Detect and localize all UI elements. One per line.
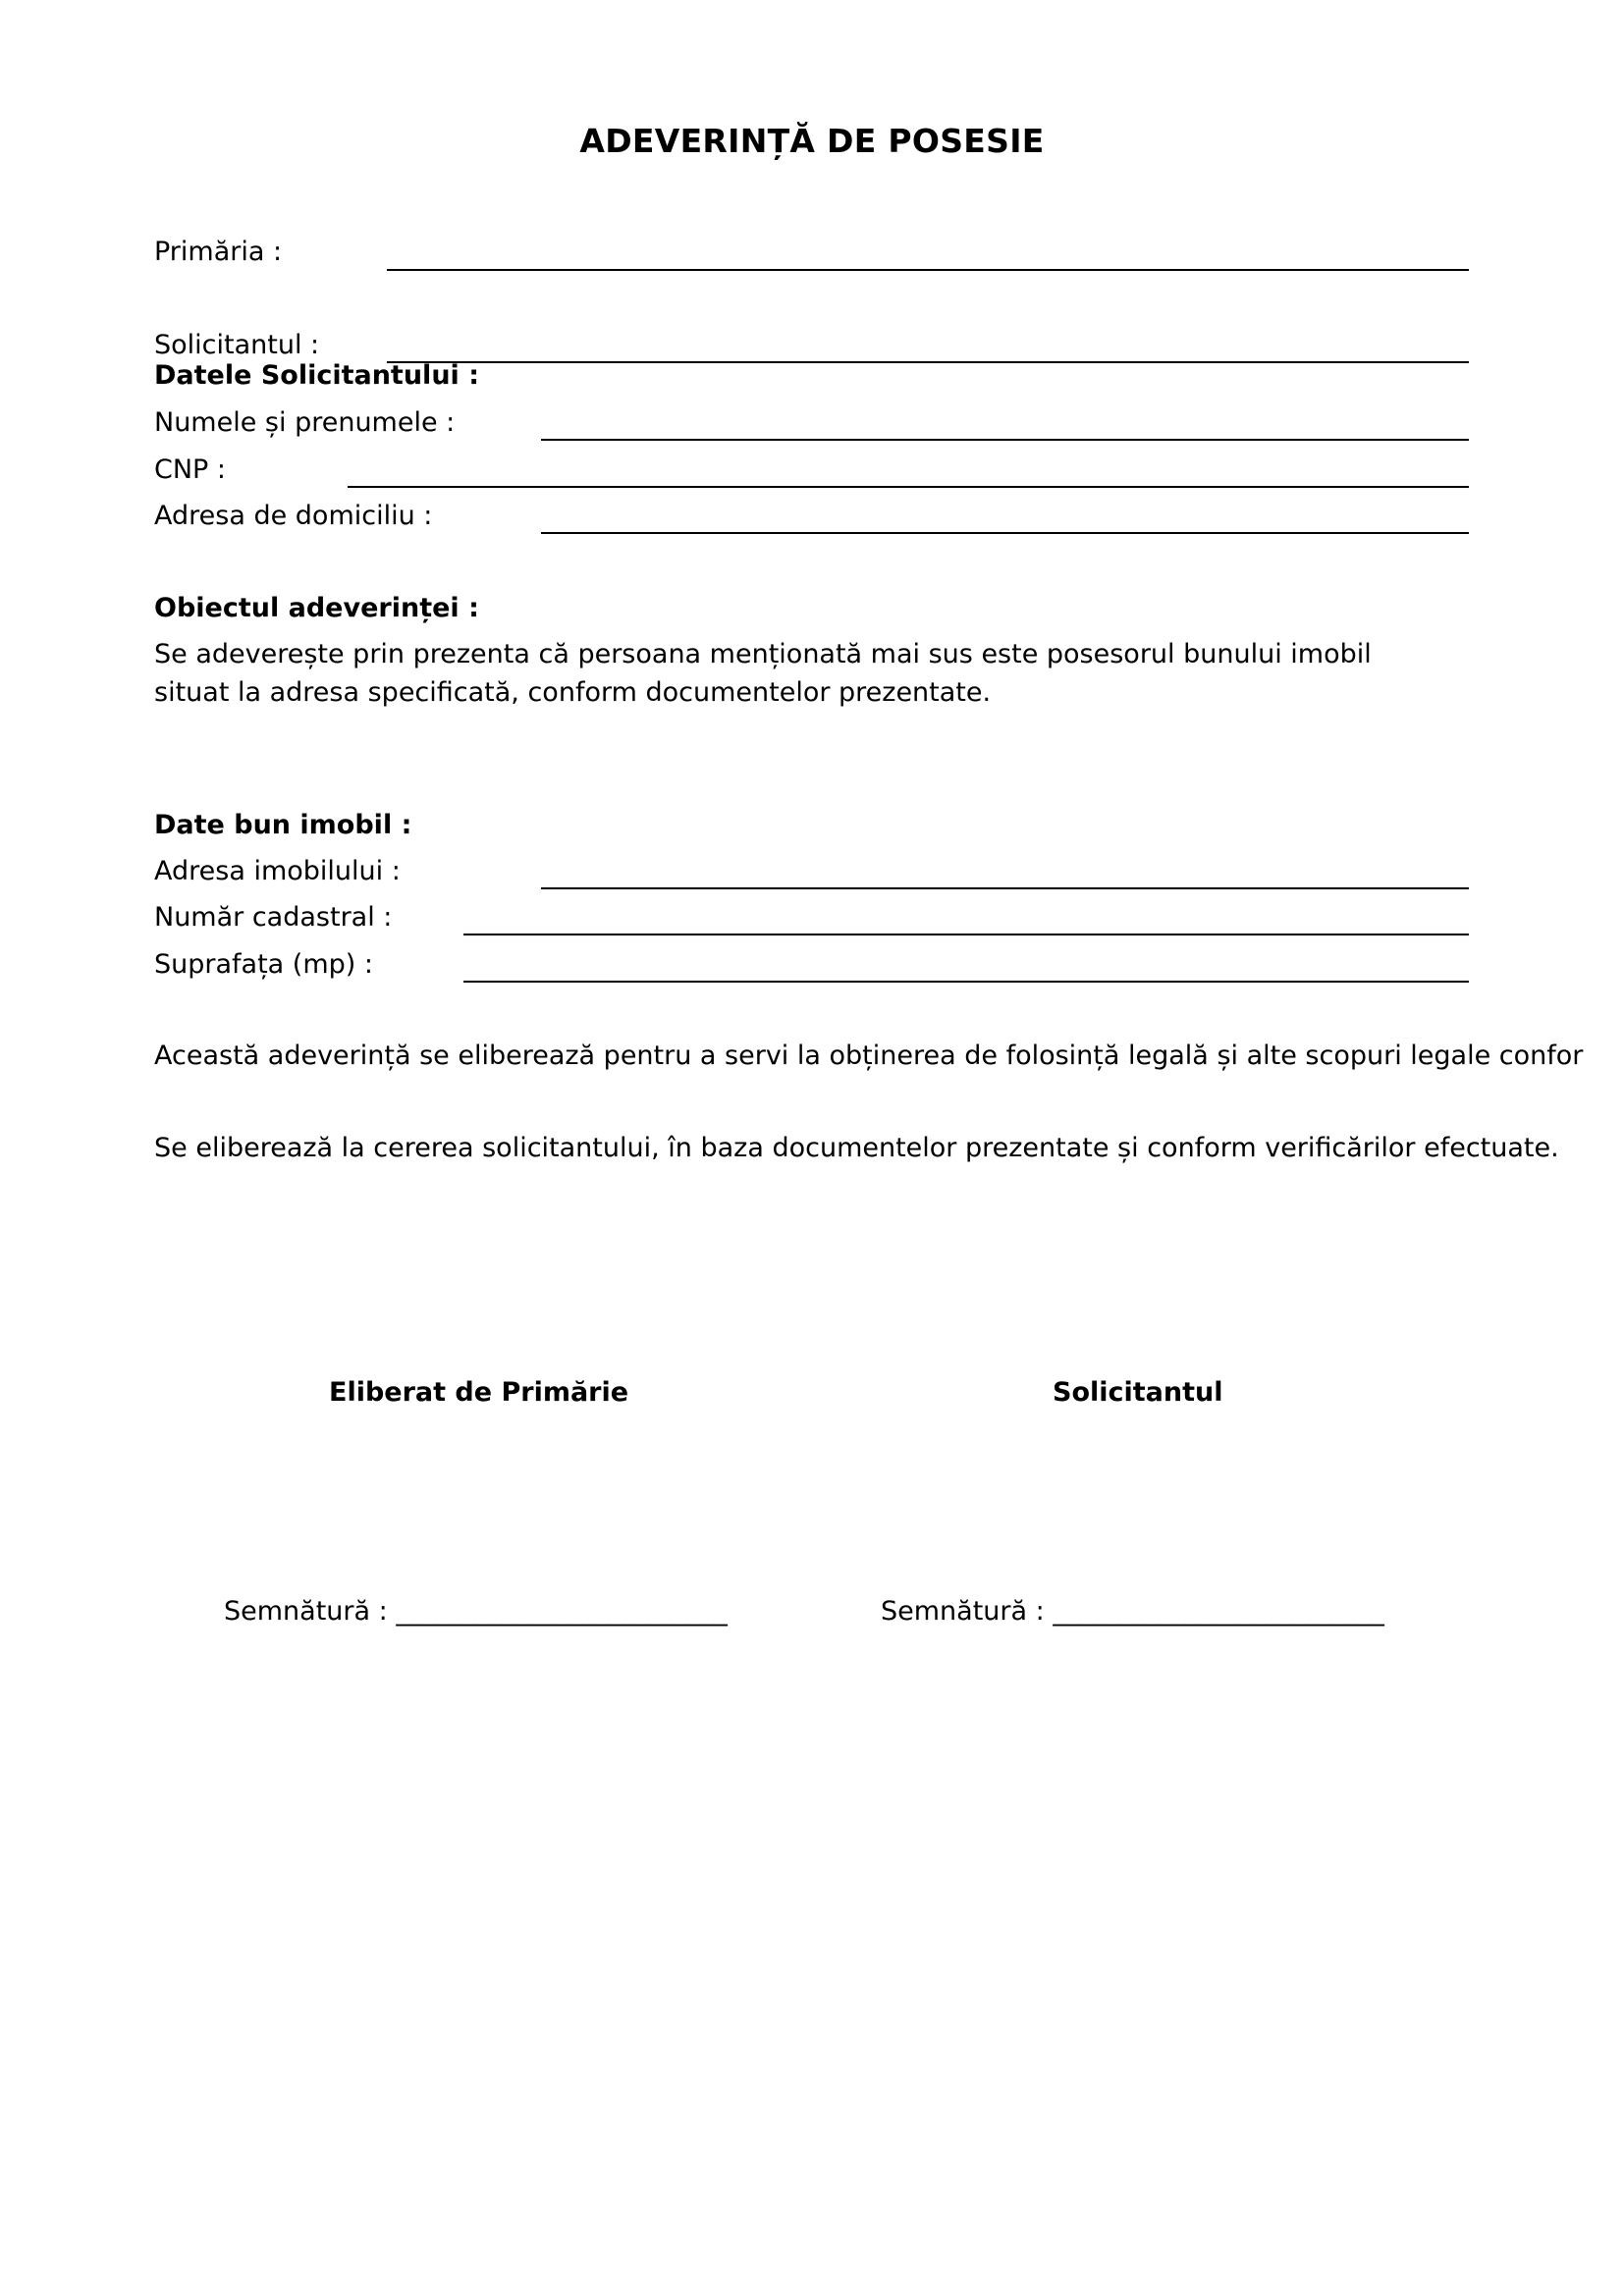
document-title: ADEVERINȚĂ DE POSESIE [579, 122, 1045, 160]
issued-text: Se eliberează la cererea solicitantului, în baza documentelor prezentate și conform verificărilor efectuate. [154, 1133, 1559, 1163]
solicitant-label: Solicitantul : [154, 330, 320, 360]
property-address-label: Adresa imobilului : [154, 856, 401, 886]
applicant-signature-line[interactable]: Semnătură : _________________________ [881, 1596, 1384, 1627]
applicant-section-heading: Datele Solicitantului : [154, 360, 479, 391]
cadastral-number-label: Număr cadastral : [154, 902, 393, 933]
issuer-signature-line[interactable]: Semnătură : _________________________ [224, 1596, 728, 1627]
object-section-heading: Obiectul adeverinței : [154, 593, 479, 623]
applicant-address-field-line[interactable] [541, 532, 1469, 534]
cadastral-number-field-line[interactable] [463, 934, 1469, 935]
property-section-heading: Date bun imobil : [154, 810, 412, 840]
primaria-field-line[interactable] [387, 269, 1469, 271]
applicant-name-label: Numele și prenumele : [154, 407, 456, 438]
solicitant-field-line[interactable] [387, 361, 1469, 363]
object-text-line2: situat la adresa specificată, conform documentelor prezentate. [154, 677, 992, 708]
object-text-line1: Se adeverește prin prezenta că persoana menționată mai sus este posesorul bunului imobil [154, 639, 1372, 669]
cnp-field-line[interactable] [348, 486, 1469, 488]
issuer-signature-heading: Eliberat de Primărie [329, 1377, 629, 1408]
purpose-text: Această adeverință se eliberează pentru a servi la obținerea de folosință legală și alte scopuri legale confor [154, 1041, 1584, 1071]
applicant-address-label: Adresa de domiciliu : [154, 501, 433, 531]
property-address-field-line[interactable] [541, 887, 1469, 889]
applicant-name-field-line[interactable] [541, 439, 1469, 441]
primaria-label: Primăria : [154, 237, 283, 267]
applicant-signature-heading: Solicitantul [1053, 1377, 1223, 1408]
cnp-label: CNP : [154, 454, 227, 485]
surface-label: Suprafața (mp) : [154, 949, 373, 980]
surface-field-line[interactable] [463, 981, 1469, 983]
